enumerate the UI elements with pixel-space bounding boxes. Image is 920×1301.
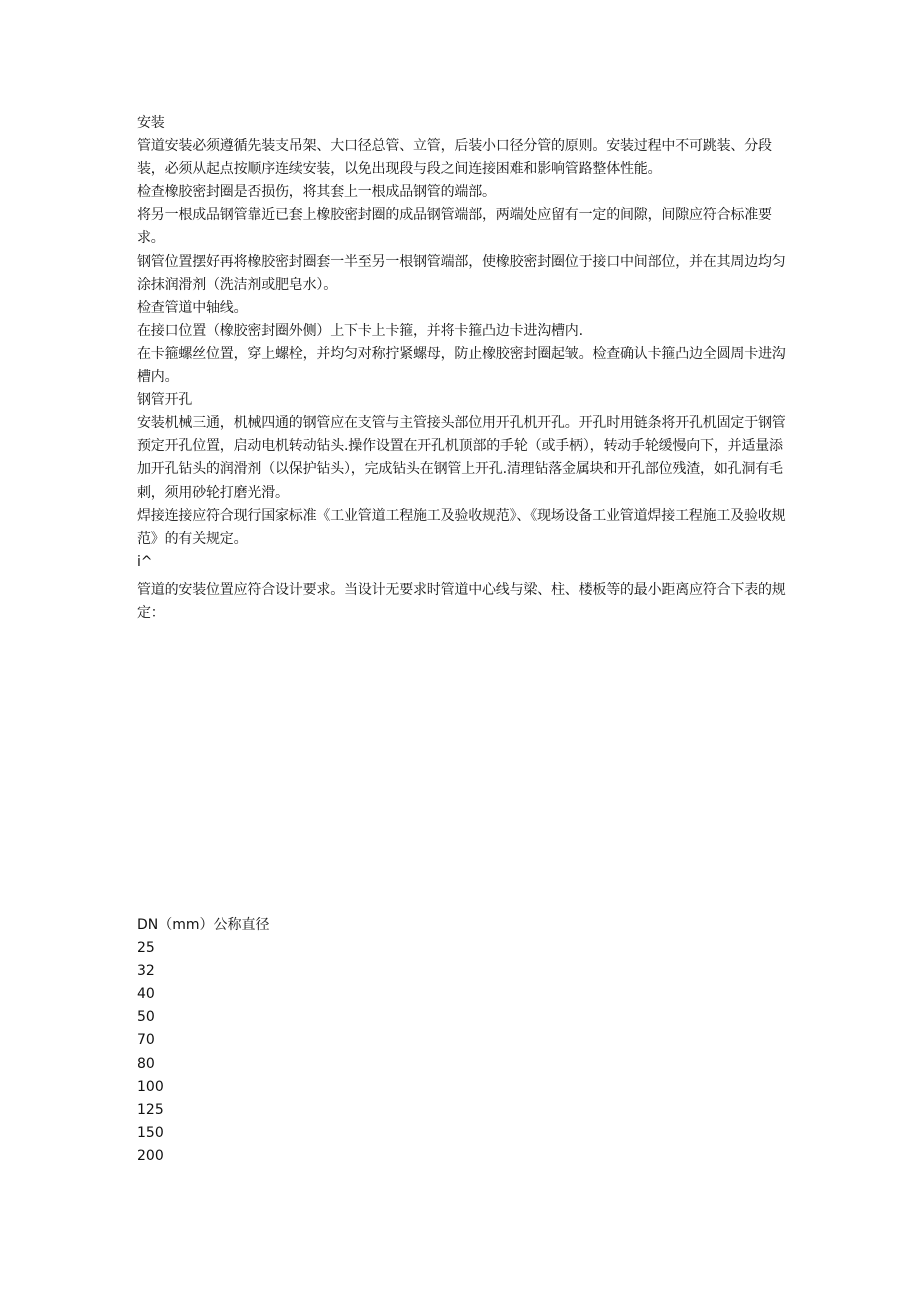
table-header: DN（mm）公称直径 [137,917,270,933]
paragraph-install-position: 管道的安装位置应符合设计要求。当设计无要求时管道中心线与梁、柱、楼板等的最小距离应符合下表的规定： [137,581,786,621]
paragraph-drilling: 安装机械三通，机械四通的钢管应在支管与主管接头部位用开孔机开孔。开孔时用链条将开孔机固定于钢管预定开孔位置，启动电机转动钻头.操作设置在开孔机顶部的手轮（或手柄），转动手轮缓慢向下，并适量添加开孔钻头的润滑剂（以保护钻头），完成钻头在钢管上开孔.清理钻落金属块和开孔部位残渣，如孔洞有毛刺，须用砂轮打磨光滑。 [137,415,786,501]
paragraph-clamp: 在接口位置（橡胶密封圈外侧）上下卡上卡箍，并将卡箍凸边卡进沟槽内. [137,322,583,339]
figure-placeholder-text: i^ [137,553,153,570]
paragraph-bolts: 在卡箍螺丝位置，穿上螺栓，并均匀对称拧紧螺母，防止橡胶密封圈起皱。检查确认卡箍凸边全圆周卡进沟槽内。 [137,345,786,386]
table-row: 25 [137,940,155,957]
table-row: 70 [137,1032,155,1049]
table-row: 125 [137,1101,164,1118]
table-row: 32 [137,963,155,980]
table-row: 100 [137,1078,164,1095]
document-body [137,112,787,625]
table-row: 80 [137,1055,155,1072]
paragraph-check-seal: 检查橡胶密封圈是否损伤，将其套上一根成品钢管的端部。 [137,184,496,201]
paragraph-welding: 焊接连接应符合现行国家标准《工业管道工程施工及验收规范》、《现场设备工业管道焊接工程施工及验收规范》的有关规定。 [137,507,786,547]
dn-table [137,914,437,1168]
paragraph-install-principle: 管道安装必须遵循先装支吊架、大口径总管、立管，后装小口径分管的原则。安装过程中不可跳装、分段装，必须从起点按顺序连续安装，以免出现段与段之间连接困难和影响管路整体性能。 [137,138,772,178]
table-row: 200 [137,1147,164,1164]
table-row: 50 [137,1009,155,1026]
paragraph-check-axis: 检查管道中轴线。 [137,299,248,316]
heading-install: 安装 [137,115,165,131]
paragraph-seal-position: 钢管位置摆好再将橡胶密封圈套一半至另一根钢管端部，使橡胶密封圈位于接口中间部位，并在其周边均匀涂抹润滑剂（洗洁剂或肥皂水）。 [137,253,786,293]
paragraph-gap: 将另一根成品钢管靠近已套上橡胶密封圈的成品钢管端部，两端处应留有一定的间隙，间隙应符合标准要求。 [137,207,772,247]
table-row: 40 [137,986,155,1003]
heading-pipe-drilling: 钢管开孔 [137,392,193,409]
table-row: 150 [137,1124,164,1141]
